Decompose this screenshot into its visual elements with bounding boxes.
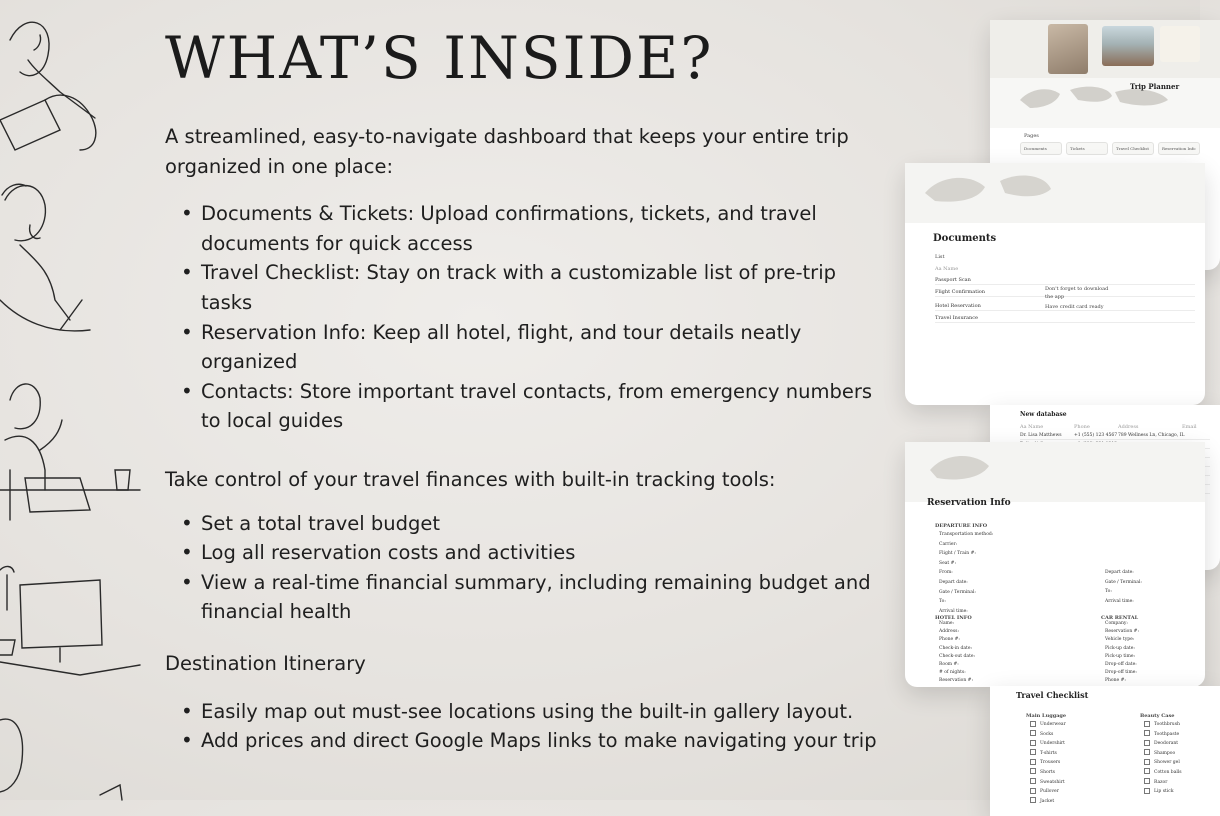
table-cell: +1 (555) 123 4567 <box>1074 433 1118 438</box>
checklist-item[interactable] <box>1144 787 1182 797</box>
luggage-checklist <box>1030 720 1066 806</box>
checklist-item[interactable] <box>1144 758 1182 768</box>
list-item: • Set a total travel budget <box>181 509 885 539</box>
field-label: From: <box>939 570 953 576</box>
checklist-label: T-shirts <box>1040 750 1057 756</box>
checkbox[interactable] <box>1030 721 1036 727</box>
woman-reading-icon <box>0 22 96 150</box>
card-title: Travel Checklist <box>1016 690 1089 700</box>
return-fields <box>1105 568 1142 606</box>
hotel-label: HOTEL INFO <box>935 615 972 621</box>
itinerary-list <box>181 697 885 756</box>
field-label: Pick-up date: <box>1105 645 1135 651</box>
checkbox[interactable] <box>1144 768 1150 774</box>
main-luggage-label: Main Luggage <box>1026 713 1067 719</box>
line-art-illustrations <box>0 0 140 800</box>
checkbox[interactable] <box>1030 788 1036 794</box>
checklist-label: Jacket <box>1040 798 1055 804</box>
checkbox[interactable] <box>1030 759 1036 765</box>
checklist-item[interactable] <box>1030 730 1066 740</box>
column-header: Aa Name <box>1020 424 1044 430</box>
field-label: Address: <box>939 629 959 635</box>
checklist-item[interactable] <box>1030 739 1066 749</box>
checklist-label: Socks <box>1040 731 1054 737</box>
checklist-item[interactable] <box>1144 768 1182 778</box>
checklist-mockup <box>990 686 1220 816</box>
checklist-item[interactable] <box>1144 778 1182 788</box>
note-text: Don't forget to download the app <box>1045 286 1109 300</box>
finance-intro: Take control of your travel finances with built-in tracking tools: <box>165 467 776 491</box>
woman-laptop-icon <box>0 384 140 520</box>
checkbox[interactable] <box>1144 740 1150 746</box>
checklist-label: Undershirt <box>1040 741 1065 747</box>
checklist-item[interactable] <box>1144 749 1182 759</box>
checklist-label: Razor <box>1154 779 1168 785</box>
itinerary-heading: Destination Itinerary <box>165 651 366 675</box>
reservation-mockup <box>905 442 1205 687</box>
field-label: Reservation #: <box>1105 629 1139 635</box>
checkbox[interactable] <box>1144 778 1150 784</box>
checklist-label: Shampoo <box>1154 750 1176 756</box>
field-label: Phone #: <box>939 637 960 643</box>
list-item: • Reservation Info: Keep all hotel, flight, and tour details neatly organized <box>181 318 885 377</box>
checklist-label: Sweatshirt <box>1040 779 1065 785</box>
card-title: Trip Planner <box>1130 82 1180 91</box>
beauty-checklist <box>1144 720 1182 797</box>
card-title: Reservation Info <box>927 498 1011 508</box>
checkbox[interactable] <box>1030 778 1036 784</box>
field-label: Phone #: <box>1105 678 1126 684</box>
list-item: • Add prices and direct Google Maps links to make navigating your trip <box>181 726 885 756</box>
checklist-label: Shorts <box>1040 769 1055 775</box>
checklist-label: Deodorant <box>1154 741 1179 747</box>
checklist-item[interactable] <box>1144 739 1182 749</box>
checkbox[interactable] <box>1030 768 1036 774</box>
checklist-item[interactable] <box>1030 768 1066 778</box>
list-item: • Contacts: Store important travel contacts, from emergency numbers to local guides <box>181 377 885 436</box>
photo-beach <box>1048 24 1088 74</box>
column-header: Aa Name <box>935 266 959 272</box>
field-label: Check-out date: <box>939 653 976 659</box>
checkbox[interactable] <box>1030 740 1036 746</box>
field-label: Vehicle type: <box>1105 637 1135 643</box>
checklist-item[interactable] <box>1030 787 1066 797</box>
checkbox[interactable] <box>1144 788 1150 794</box>
checkbox[interactable] <box>1144 730 1150 736</box>
field-label: Name: <box>939 621 955 626</box>
description <box>165 122 885 756</box>
note-text: Have credit card ready <box>1045 304 1104 310</box>
checkbox[interactable] <box>1030 797 1036 803</box>
field-label: # of nights: <box>939 670 966 676</box>
documents-mockup <box>905 163 1205 405</box>
checkbox[interactable] <box>1144 749 1150 755</box>
checklist-label: Pullover <box>1040 789 1059 795</box>
photo-coast <box>1102 26 1154 66</box>
desk-computer-icon <box>0 566 140 675</box>
page-link[interactable]: Documents <box>1020 142 1062 155</box>
card-title: Documents <box>933 233 997 244</box>
woman-portrait-icon <box>0 719 122 800</box>
checklist-label: Toothbrush <box>1154 722 1180 727</box>
field-label: Room #: <box>939 662 959 668</box>
table-cell: 789 Wellness Ln, Chicago, IL <box>1118 433 1185 438</box>
field-label: Gate / Terminal: <box>1105 579 1142 585</box>
checklist-item[interactable] <box>1030 797 1066 807</box>
field-label: Transportation method: <box>939 532 994 537</box>
checklist-label: Shower gel <box>1154 760 1180 766</box>
page-title: WHAT’S INSIDE? <box>165 24 714 92</box>
field-label: Flight / Train #: <box>939 551 976 557</box>
photo-note <box>1160 26 1200 62</box>
checklist-label: Cotton balls <box>1154 769 1182 775</box>
field-label: Arrival time: <box>1105 598 1134 604</box>
hotel-fields <box>939 620 975 686</box>
car-rental-label: CAR RENTAL <box>1101 615 1139 621</box>
field-label: Depart date: <box>939 579 968 585</box>
feature-list <box>181 199 885 436</box>
table-row[interactable]: Passport Scan <box>935 275 1195 285</box>
cover-collage <box>990 20 1220 78</box>
field-label: Carrier: <box>939 541 958 547</box>
field-label: Drop-off time: <box>1105 670 1137 676</box>
field-label: Check-in date: <box>939 645 973 651</box>
checkbox[interactable] <box>1144 721 1150 727</box>
checklist-item[interactable] <box>1030 720 1066 730</box>
field-label: To: <box>939 599 946 605</box>
page-link[interactable]: Travel Checklist <box>1112 142 1154 155</box>
checkbox[interactable] <box>1030 730 1036 736</box>
table-row[interactable] <box>1020 431 1210 440</box>
checkbox[interactable] <box>1144 759 1150 765</box>
woman-writing-icon <box>0 184 90 331</box>
field-label: Reservation #: <box>939 678 973 684</box>
table-row[interactable]: Flight Confirmation <box>935 287 1195 297</box>
card-title: New database <box>1020 411 1067 418</box>
world-map <box>905 163 1205 223</box>
checklist-label: Toothpaste <box>1154 731 1180 737</box>
finance-list <box>181 509 885 627</box>
field-label: Seat #: <box>939 560 956 566</box>
column-header: Address <box>1118 424 1139 430</box>
table-cell: Dr. Lisa Matthews <box>1020 433 1062 438</box>
checkbox[interactable] <box>1030 749 1036 755</box>
departure-label: DEPARTURE INFO <box>935 523 988 529</box>
departure-fields <box>939 530 993 616</box>
list-item: • Log all reservation costs and activities <box>181 538 885 568</box>
field-label: To: <box>1105 589 1112 595</box>
checklist-label: Underwear <box>1040 722 1066 727</box>
table-row[interactable]: Hotel Reservation <box>935 301 1195 311</box>
column-header: Email <box>1182 424 1197 430</box>
beauty-case-label: Beauty Case <box>1140 713 1175 719</box>
field-label: Arrival time: <box>939 608 968 614</box>
pages-label: Pages <box>1024 133 1039 139</box>
list-view-tab[interactable]: List <box>935 254 945 260</box>
field-label: Gate / Terminal: <box>939 589 976 595</box>
intro-text: A streamlined, easy-to-navigate dashboard that keeps your entire trip organized in one place: <box>165 125 849 178</box>
field-label: Depart date: <box>1105 570 1134 575</box>
list-item: • Documents & Tickets: Upload confirmations, tickets, and travel documents for quick access <box>181 199 885 258</box>
checklist-item[interactable] <box>1030 749 1066 759</box>
page-link[interactable]: Reservation Info <box>1158 142 1200 155</box>
world-map <box>905 442 1205 502</box>
checklist-label: Lip stick <box>1154 789 1174 795</box>
field-label: Pick-up time: <box>1105 653 1136 659</box>
field-label: Company: <box>1105 621 1128 626</box>
checklist-label: Trousers <box>1040 760 1061 766</box>
world-map <box>990 78 1220 128</box>
list-item: • Easily map out must-see locations using the built-in gallery layout. <box>181 697 885 727</box>
checklist-item[interactable] <box>1144 730 1182 740</box>
checklist-item[interactable] <box>1030 778 1066 788</box>
column-header: Phone <box>1074 424 1090 430</box>
checklist-item[interactable] <box>1030 758 1066 768</box>
checklist-item[interactable] <box>1144 720 1182 730</box>
field-label: Drop-off date: <box>1105 662 1137 668</box>
list-item: • View a real-time financial summary, including remaining budget and financial health <box>181 568 885 627</box>
page-link[interactable]: Tickets <box>1066 142 1108 155</box>
list-item: • Travel Checklist: Stay on track with a customizable list of pre-trip tasks <box>181 258 885 317</box>
table-row[interactable]: Travel Insurance <box>935 313 1195 323</box>
car-fields <box>1105 620 1139 686</box>
